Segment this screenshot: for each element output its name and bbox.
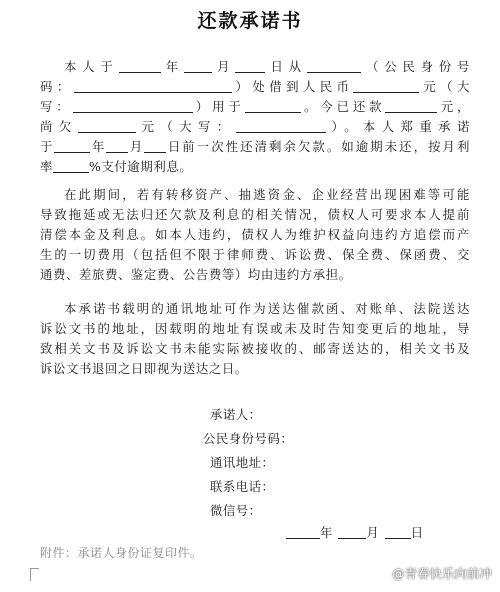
wechat-label: 微信号： <box>210 503 262 518</box>
phone-label: 联系电话： <box>210 479 275 494</box>
watermark: @青春快乐向前冲 <box>391 566 492 581</box>
lender-name-blank[interactable] <box>307 59 361 73</box>
year-blank[interactable] <box>119 59 161 73</box>
paragraph3-line3: 致相关文书及诉讼文书未能实际被接收的、邮寄送达的，相关文书及 <box>40 341 470 356</box>
paragraph1-line2: 码： ）处借到人民币 元（大 <box>40 79 471 94</box>
paragraph1-line1: 本人于 年 月 日从 （公民身份号 <box>64 59 471 74</box>
paragraph1-line5: 于 年 月 日前一次性还清剩余欠款。如逾期未还，按月利 <box>40 139 470 154</box>
page-corner-mark <box>30 568 39 581</box>
promisor-label: 承诺人： <box>210 407 262 422</box>
purpose-blank[interactable] <box>245 99 301 113</box>
paragraph2-line4: 生的一切费用（包括但不限于律师费、诉讼费、保全费、保函费、交 <box>40 247 470 262</box>
paragraph2-line3: 清偿本金及利息。如本人违约，债权人为维护权益向违约方追偿而产 <box>40 227 470 242</box>
paragraph3-line4: 诉讼文书退回之日即视为送达之日。 <box>40 361 248 376</box>
remaining-words-blank[interactable] <box>236 119 326 133</box>
paragraph3-line2: 诉讼文书的地址，因载明的地址有误或未及时告知变更后的地址，导 <box>40 321 470 336</box>
paragraph3-line1: 本承诺书载明的通讯地址可作为送达催款函、对账单、法院送达 <box>64 301 470 316</box>
attachment-note: 附件：承诺人身份证复印件。 <box>40 546 203 560</box>
amount-blank[interactable] <box>353 79 419 93</box>
paragraph2-line5: 通费、差旅费、鉴定费、公告费等）均由违约方承担。 <box>40 267 352 282</box>
paragraph2-line2: 导致拖延或无法归还欠款及利息的相关情况，债权人可要求本人提前 <box>40 207 470 222</box>
remaining-amount-blank[interactable] <box>78 119 136 133</box>
sign-day-blank[interactable] <box>385 525 411 539</box>
address-label: 通讯地址： <box>210 455 275 470</box>
document-title: 还款承诺书 <box>197 10 303 32</box>
repaid-amount-blank[interactable] <box>385 99 437 113</box>
day-blank[interactable] <box>235 59 265 73</box>
sign-month-blank[interactable] <box>338 525 366 539</box>
amount-words-blank[interactable] <box>73 99 193 113</box>
paragraph1-line3: 写： ）用于 。今已还款 元， <box>40 99 471 114</box>
interest-rate-blank[interactable] <box>53 159 89 173</box>
paragraph1-line6: 率 %支付逾期利息。 <box>40 159 193 174</box>
month-blank[interactable] <box>184 59 212 73</box>
paragraph1-line4: 尚欠 元（大写： ）。本人郑重承诺 <box>40 119 470 134</box>
due-day-blank[interactable] <box>144 139 166 153</box>
signing-date: 年 月 日 <box>286 523 423 541</box>
sign-year-blank[interactable] <box>286 525 320 539</box>
due-month-blank[interactable] <box>106 139 128 153</box>
id-number-blank[interactable] <box>74 79 232 93</box>
due-year-blank[interactable] <box>54 139 90 153</box>
id-number-label: 公民身份号码： <box>203 431 294 446</box>
paragraph2-line1: 在此期间，若有转移资产、抽逃资金、企业经营出现困难等可能 <box>64 187 470 202</box>
